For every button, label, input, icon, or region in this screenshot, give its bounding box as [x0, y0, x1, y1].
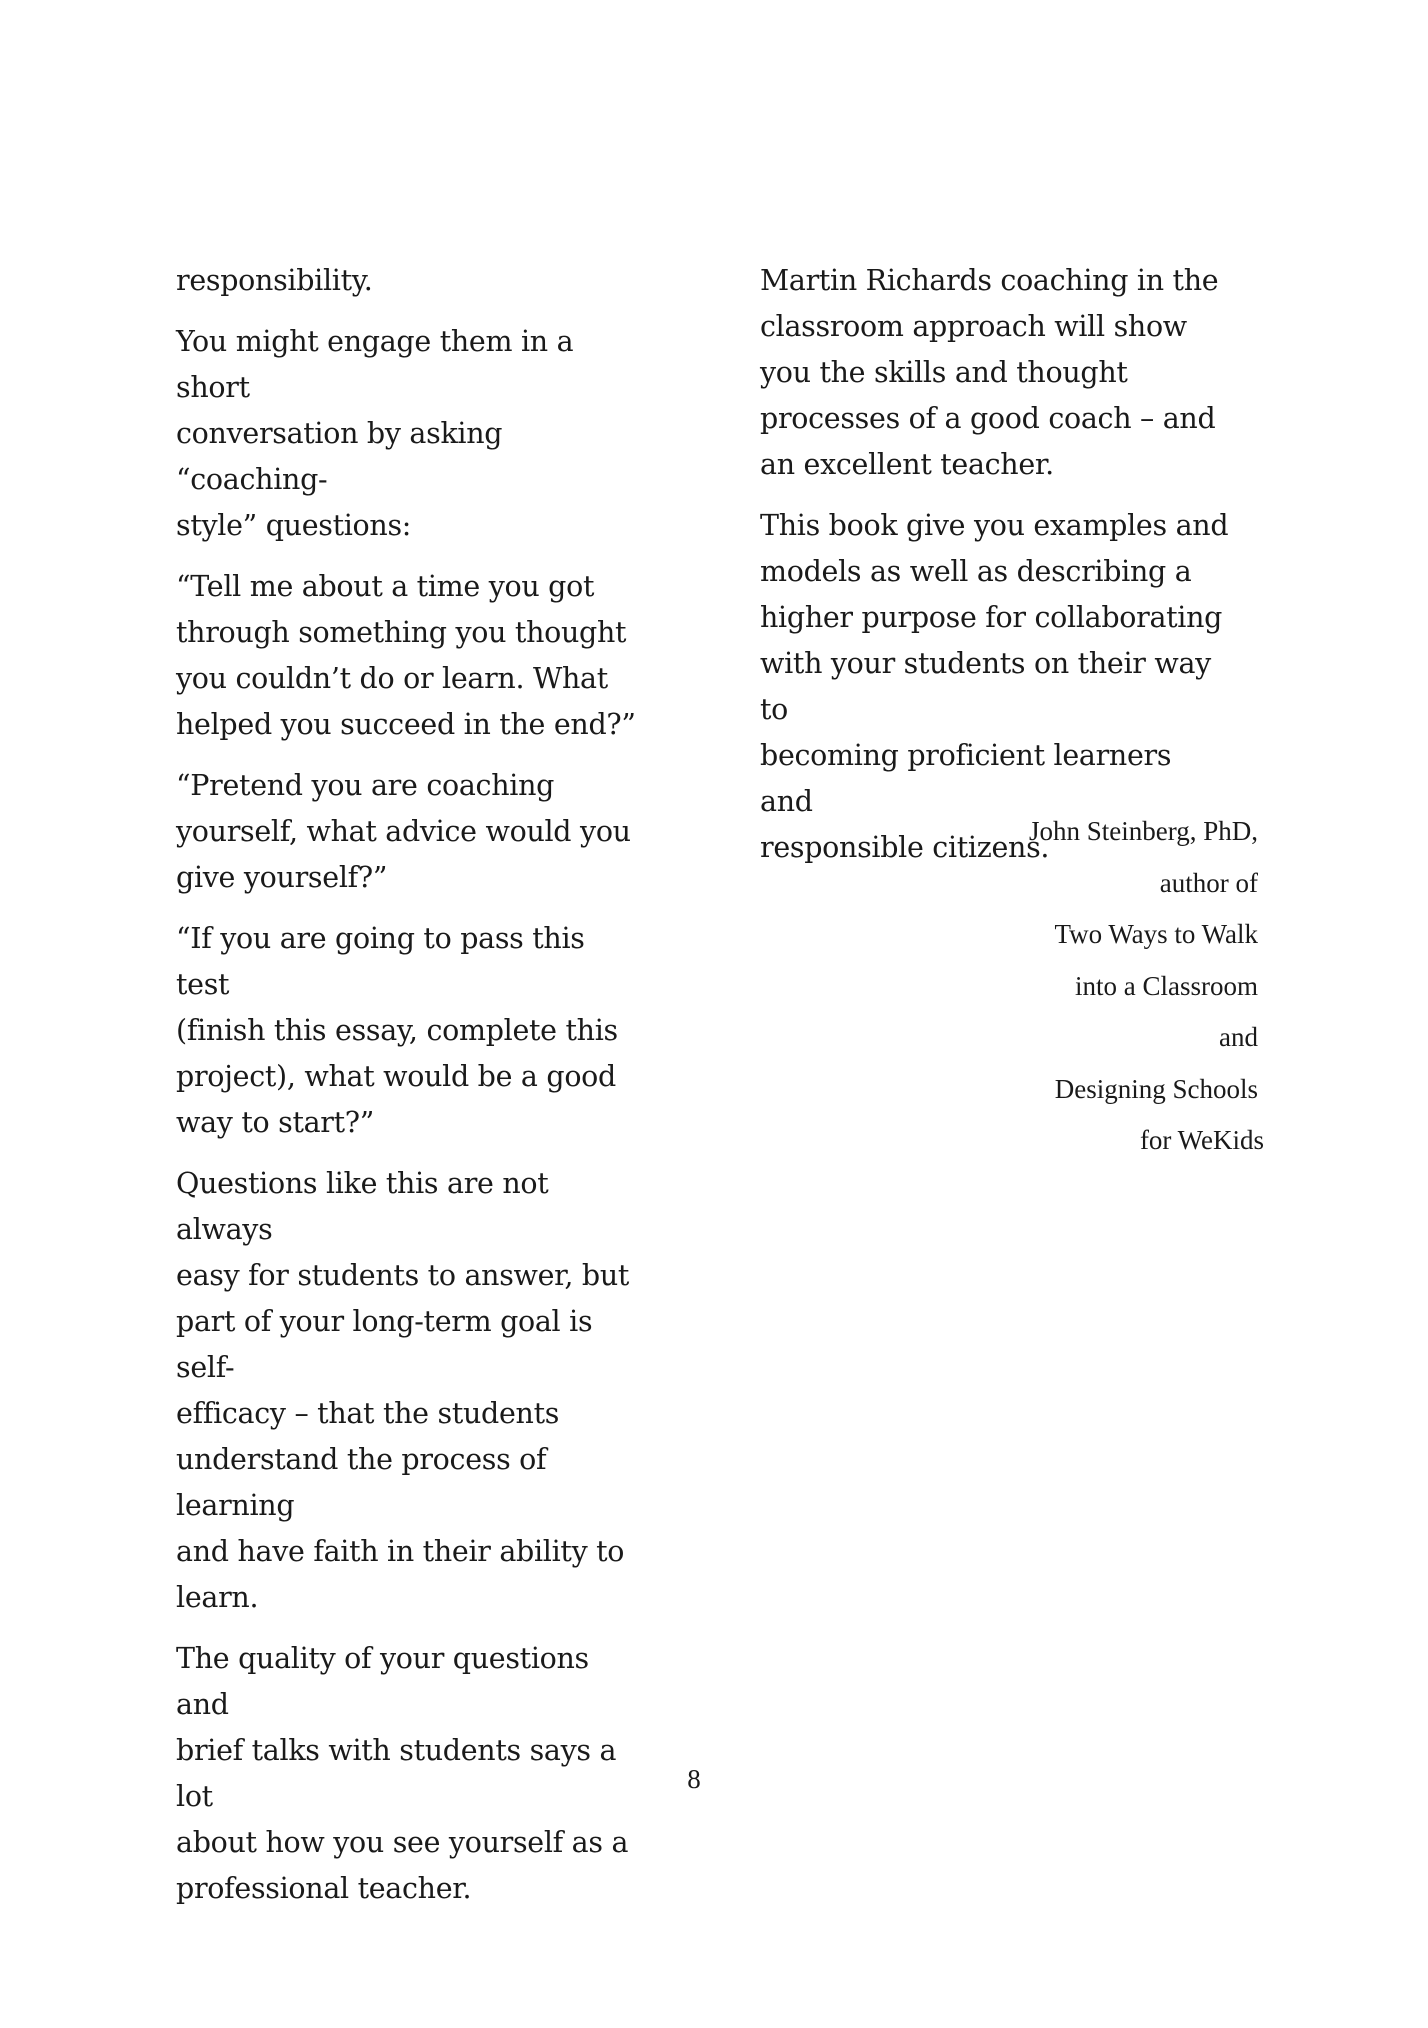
paragraph-martin-richards: Martin Richards coaching in the classroom approach will show you the skills and thought processes of a good coach – and an excellent teacher. [760, 264, 1219, 481]
paragraph-coaching-questions-intro: You might engage them in a short conversation by asking “coaching- style” questions: [176, 325, 574, 542]
paragraph-responsibility: responsibility. [176, 264, 373, 297]
signature-and: and [1219, 1022, 1258, 1052]
paragraph-self-efficacy: Questions like this are not always easy for students to answer, but part of your long-term goal is self- efficacy – that the students understand the process of learning and have faith in their ability to learn. [176, 1167, 630, 1614]
endorsement-signature [940, 806, 1264, 1167]
right-text-column [760, 258, 1230, 886]
signature-author-of: author of [1159, 867, 1258, 898]
paragraph-this-book: This book give you examples and models as well as describing a higher purpose for collaborating with your students on their way to becoming proficient learners and responsible citizens. [760, 509, 1229, 864]
quote-tell-me-about-a-time: “Tell me about a time you got through something you thought you couldn’t do or learn. What helped you succeed in the end?” [176, 570, 636, 741]
left-text-column [176, 258, 646, 1927]
page-number: 8 [687, 1764, 701, 1794]
quote-pretend-you-are-coaching: “Pretend you are coaching yourself, what advice would you give yourself?” [176, 769, 631, 894]
paragraph-quality-of-questions: The quality of your questions and brief talks with students says a lot about how you see yourself as a professional teacher. [176, 1642, 629, 1905]
quote-pass-this-test: “If you are going to pass this test (finish this essay, complete this project), what would be a good way to start?” [176, 922, 618, 1139]
signature-author-name: John Steinberg, PhD, [1028, 816, 1258, 846]
signature-second-book-line-1: Designing Schools [1054, 1073, 1258, 1104]
signature-book-title-line-1: Two Ways to Walk [1054, 919, 1258, 949]
signature-book-title-line-2: into a Classroom [1075, 970, 1258, 1001]
signature-second-book-line-2: for WeKids [1139, 1125, 1264, 1155]
